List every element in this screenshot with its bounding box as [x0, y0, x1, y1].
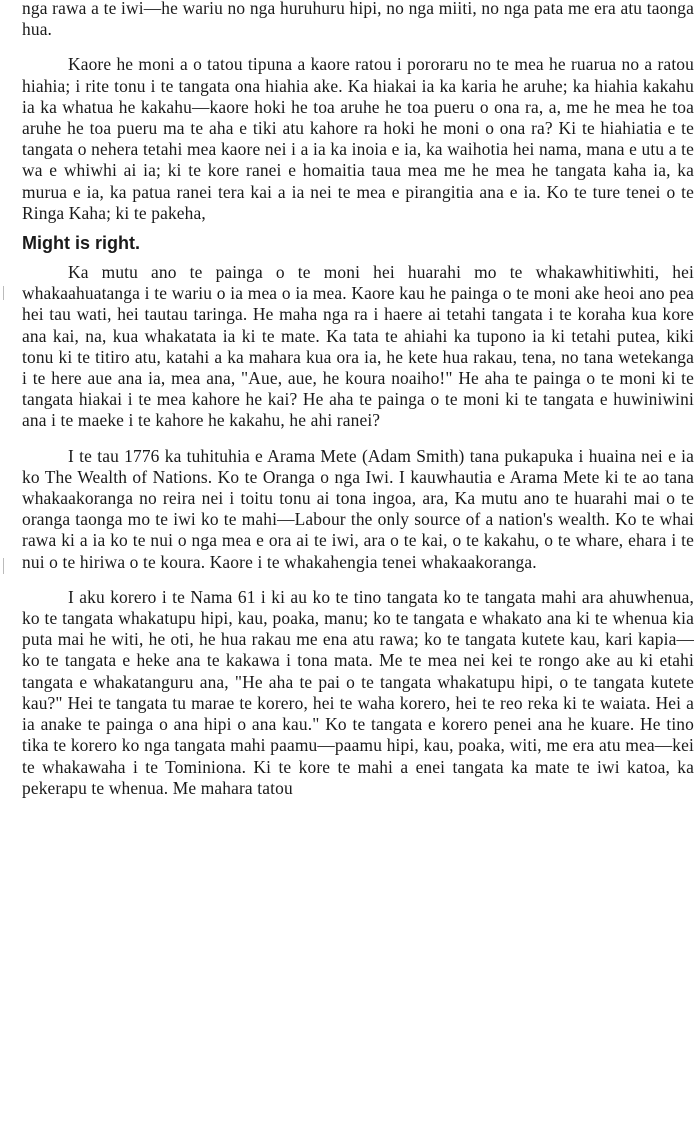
section-heading: Might is right. [22, 233, 140, 254]
paragraph-nama-61: I aku korero i te Nama 61 i ki au ko te tino tangata ko te tangata mahi ara ahuwhenua, ko te tangata whakatupu hipi, kau, poaka, manu; ko te tangata e whakato ana ki te whenua kia puta mai he witi, he oti, he hua rakau me ena atu rawa; ko te tangata kutete kau, kari kapia—ko te tangata e heke ana te kakawa i tona mata. Me te mea nei kei te rongo ake au ki etahi tangata e whakatanguru ana, "He aha te pai o te tangata whakatupu hipi, o te tangata kutete kau?" Hei te tangata tu marae te korero, hei te waha korero, hei te reo reka ki te waiata. Hei a ia anake te painga o ana hipi o ana kau." Ko te tangata e korero penei ana he kuare. He tino tika te korero ko nga tangata mahi paamu—paamu hipi, kau, poaka, witi, me era atu mea—kei te whakawaha i te Tominiona. Ki te kore te mahi a enei tangata ka mate te iwi katoa, ka pekerapu te whenua. Me mahara tatou [22, 586, 694, 798]
paragraph-tipuna: Kaore he moni a o tatou tipuna a kaore ratou i pororaru no te mea he ruarua no a ratou hiahia; i rite tonu i te tangata ona hiahia ake. Ka hiakai ia ka karia he aruhe; ka hiahia kakahu ia ka whatua he kakahu—kaore hoki he toa aruhe he toa pueru o ona ra, a, me he mea he toa aruhe he toa pueru ma te aha e tiki atu kahore ra hoki he moni o ona ra? Ki te hiahiatia e te tangata o nehera tetahi mea kaore nei i a ia ka inoia e ia, ka waihotia hei nama, mana e utu a te wa e whiwhi ai ia; ki te kore ranei e homaitia taua mea me he mea he tangata kaha ia, ka murua e ia, ka patua ranei tera kai a ia nei te mea e pirangitia ana e ia. Ko te ture tenei o te Ringa Kaha; ki te pakeha, [22, 54, 694, 223]
margin-mark-2 [3, 558, 4, 574]
paragraph-moni: Ka mutu ano te painga o te moni hei huarahi mo te whakawhitiwhiti, hei whakaahuatanga i te wariu o ia mea o ia mea. Kaore kau he painga o te moni ake heoi ano pea hei tau wati, hei tautau taringa. He maha nga ra i haere ai tetahi tangata i te koraha kua kore ana kai, na, kua whakatata ia ki te mate. Ka tata te ahiahi ka tupono ia ki tetahi putea, kiki tonu ki te titiro atu, katahi a ka mahara kua ora ia, he kete hua rakau, tena, no tana wetekanga i te here aue ana ia, mea ana, "Aue, aue, he koura noaiho!" He aha te painga o te moni ki te tangata hiakai i te mea kahore he kai? He aha te painga o te moni ki te tangata e huwiniwini ana i te maeke i te kahore he kakahu, he ahi ranei? [22, 262, 694, 431]
margin-mark-1 [3, 286, 4, 300]
paragraph-adam-smith: I te tau 1776 ka tuhituhia e Arama Mete (Adam Smith) tana pukapuka i huaina nei e ia ko The Wealth of Nations. Ko te Oranga o nga Iwi. I kauwhautia e Arama Mete ki te ao tana whakaakoranga no reira nei i toitu tonu ai tona ingoa, ara, Ka mutu ano te huarahi mai o te oranga taonga mo te iwi ko te mahi—Labour the only source of a nation's wealth. Ko te whai rawa ki a ia ko te nui o nga mea e ora ai te iwi, ara o te kai, o te kakahu, o te whare, ehara i te nui o te hiriwa o te koura. Kaore i te whakahengia tenei whakaakoranga. [22, 445, 694, 572]
paragraph-continued: nga rawa a te iwi—he wariu no nga huruhuru hipi, no nga miiti, no nga pata me era atu taonga hua. [22, 0, 694, 40]
